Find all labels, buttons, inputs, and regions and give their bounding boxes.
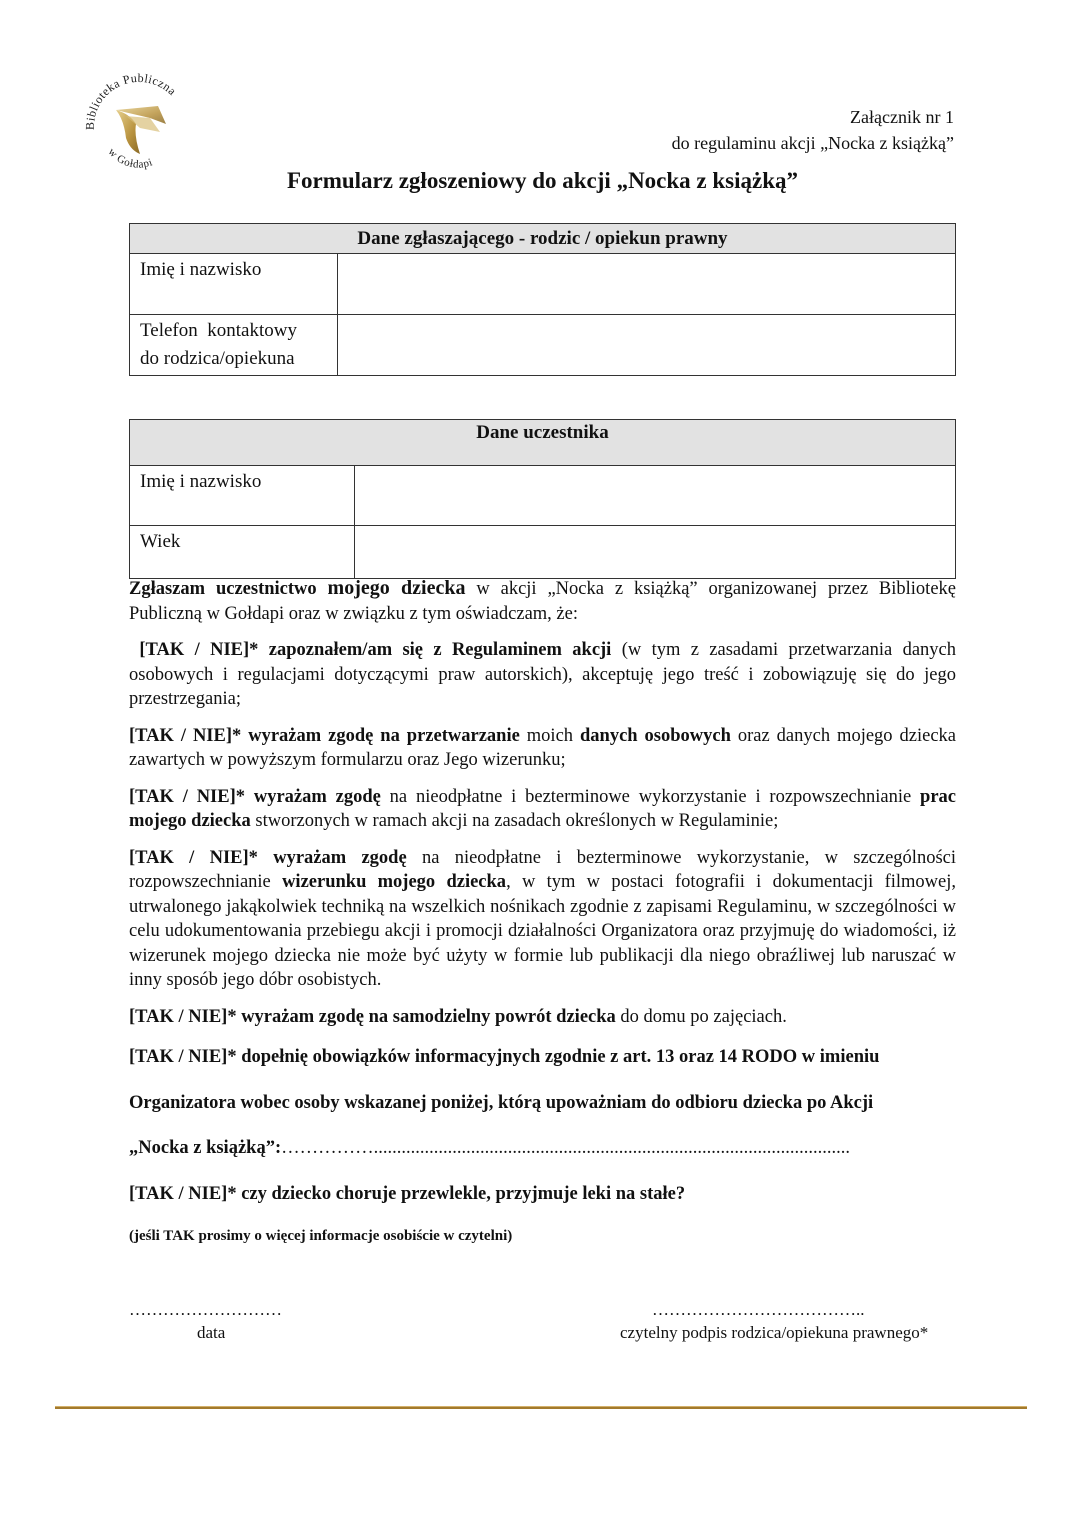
table-row <box>130 254 956 315</box>
statement-regulations-text: (w tym z zasadami przetwarzania danych osobowych i regulacjami dotyczącymi praw autorskich), akceptuję jego treść i zobowiązuję się do jego przestrzegania; <box>129 640 956 709</box>
annex-line-2: do regulaminu akcji „Nocka z książką” <box>671 133 954 153</box>
statement-image-bold-2: wizerunku mojego dziecka <box>282 872 507 892</box>
statement-image[interactable] <box>129 846 956 993</box>
authorized-person-field[interactable]: ……………....................................................................................................... <box>281 1138 850 1158</box>
statement-image-text: , w tym w postaci fotografii i dokumentacji filmowej, utrwalonego jakąkolwiek techniką na wszelkich nośnikach zgodnie z zapisami Regulaminu, w szczególności w celu udokumentowania przebiegu akcji i promocji działalności Organizatora oraz przyjmuję do wiadomości, iż wizerunek mojego dziecka nie może być użyty w formie lub publikacji dla niego obraźliwej lub naruszać w inny sposób jego dóbr osobistych. <box>129 872 956 990</box>
date-label: data <box>197 1323 226 1342</box>
applicant-name-field[interactable] <box>338 254 956 315</box>
library-logo <box>80 66 198 184</box>
participant-age-label: Wiek <box>130 526 355 579</box>
annex-line-1: Załącznik nr 1 <box>850 107 954 127</box>
statement-image-bold-1: [TAK / NIE]* wyrażam zgodę <box>129 847 407 868</box>
statement-personal-data-text: oraz danych mojego dziecka zawartych w powyższym formularzu oraz Jego wizerunku; <box>129 725 956 770</box>
statement-child-works-mid: na nieodpłatne i bezterminowe wykorzystanie i rozpowszechnianie <box>380 786 921 807</box>
statement-child-works-bold-2: prac mojego dziecka <box>129 786 957 831</box>
statement-rodo-line3 <box>129 1136 956 1161</box>
date-signature-dots[interactable]: ……………………… <box>129 1300 282 1319</box>
statement-personal-data-bold-1: [TAK / NIE]* wyrażam zgodę na przetwarzanie <box>129 725 520 746</box>
participant-age-field[interactable] <box>355 526 956 579</box>
participant-name-field[interactable] <box>355 466 956 526</box>
applicant-table-header: Dane zgłaszającego - rodzic / opiekun prawny <box>130 224 956 254</box>
intro-bold-1: Zgłaszam uczestnictwo <box>129 579 328 599</box>
intro-bold-2: mojego dziecka <box>327 577 466 599</box>
participant-table-header: Dane uczestnika <box>130 420 956 466</box>
statement-return-home[interactable] <box>129 1005 956 1030</box>
table-row <box>130 466 956 526</box>
participant-name-label: Imię i nazwisko <box>130 466 355 526</box>
table-row <box>130 526 956 579</box>
applicant-phone-field[interactable] <box>338 315 956 376</box>
intro-rest: w akcji „Nocka z książką” organizowanej przez Bibliotekę Publiczną w Gołdapi oraz w związku z tym oświadczam, że: <box>129 579 956 624</box>
intro-paragraph <box>129 576 956 626</box>
statement-regulations[interactable] <box>129 638 956 712</box>
applicant-phone-label-line2: do rodzica/opiekuna <box>140 348 295 369</box>
statement-child-works-bold-1: [TAK / NIE]* wyrażam zgodę <box>129 786 381 807</box>
page-title: Formularz zgłoszeniowy do akcji „Nocka z książką” <box>286 168 799 193</box>
authorized-person-label: „Nocka z książką”: <box>129 1138 282 1158</box>
statement-personal-data-bold-2: danych osobowych <box>580 725 731 746</box>
applicant-phone-label <box>130 315 338 376</box>
statement-image-mid: na nieodpłatne i bezterminowe wykorzystanie, w szczególności rozpowszechnianie <box>129 847 956 892</box>
chronic-illness-note: (jeśli TAK prosimy o więcej informacje osobiście w czytelni) <box>129 1228 513 1244</box>
statement-return-home-text: do domu po zajęciach. <box>615 1006 787 1027</box>
statement-rodo-line2: Organizatora wobec osoby wskazanej poniżej, którą upoważniam do odbioru dziecka po Akcji <box>129 1092 874 1113</box>
declarations <box>129 576 956 1261</box>
annex-note <box>672 104 954 156</box>
logo-text-top: Biblioteka Publiczna <box>82 70 180 131</box>
table-row <box>130 315 956 376</box>
applicant-table <box>129 223 956 376</box>
applicant-name-label: Imię i nazwisko <box>130 254 338 315</box>
logo-text-bottom: w Gołdapi <box>105 146 155 171</box>
applicant-phone-label-line1: Telefon kontaktowy <box>140 320 297 341</box>
statement-personal-data[interactable] <box>129 724 956 773</box>
statement-regulations-bold: [TAK / NIE]* zapoznałem/am się z Regulaminem akcji <box>129 640 612 660</box>
statement-personal-data-mid: moich <box>519 725 580 746</box>
open-book-icon <box>116 106 166 154</box>
participant-table <box>129 419 956 579</box>
statement-chronic-illness[interactable]: [TAK / NIE]* czy dziecko choruje przewlekle, przyjmuje leki na stałe? <box>129 1183 686 1204</box>
library-logo-graphic <box>80 66 198 184</box>
footer-divider <box>55 1406 1027 1409</box>
statement-child-works[interactable] <box>129 785 956 834</box>
parent-signature-dots[interactable]: ……………………………….. <box>652 1300 865 1319</box>
statement-rodo-line1[interactable]: [TAK / NIE]* dopełnię obowiązków informacyjnych zgodnie z art. 13 oraz 14 RODO w imieniu <box>129 1047 880 1067</box>
parent-signature-label: czytelny podpis rodzica/opiekuna prawnego* <box>620 1323 929 1342</box>
statement-child-works-text: stworzonych w ramach akcji na zasadach określonych w Regulaminie; <box>250 811 779 831</box>
statement-return-home-bold: [TAK / NIE]* wyrażam zgodę na samodzielny powrót dziecka <box>129 1006 616 1027</box>
